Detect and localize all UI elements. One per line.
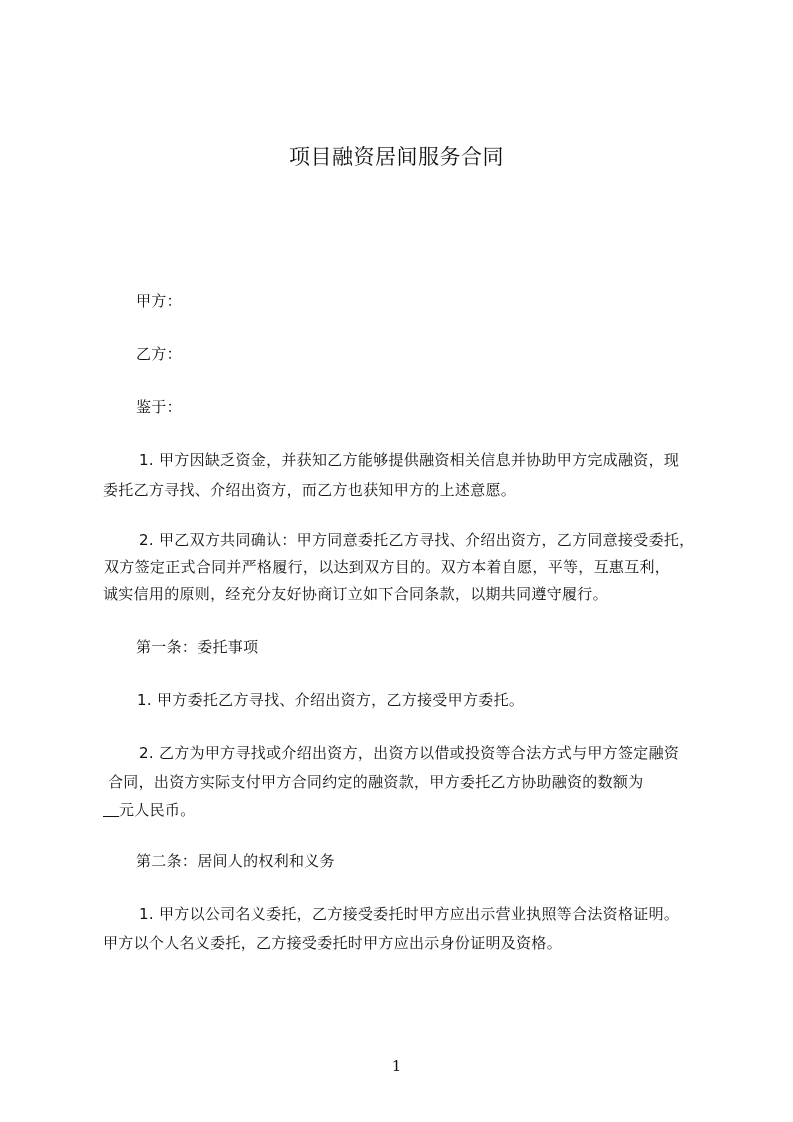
article-1-item-2-line-2: 合同，出资方实际支付甲方合同约定的融资款，甲方委托乙方协助融资的数额为 [108,773,644,791]
recital-1-line-1: 1. 甲方因缺乏资金，并获知乙方能够提供融资相关信息并协助甲方完成融资，现 [139,451,680,469]
page-number: 1 [391,1057,402,1075]
party-b-label: 乙方： [136,345,182,363]
article-2-item-1-line-1: 1. 甲方以公司名义委托，乙方接受委托时甲方应出示营业执照等合法资格证明。 [139,905,680,923]
article-2-heading: 第二条：居间人的权利和义务 [136,852,335,870]
party-a-label: 甲方： [136,292,182,310]
amount-suffix: 元人民币。 [119,801,196,819]
whereas-label: 鉴于： [136,398,182,416]
recital-1-line-2: 委托乙方寻找、介绍出资方，而乙方也获知甲方的上述意愿。 [103,481,517,499]
recital-2-line-2: 双方签定正式合同并严格履行，以达到双方目的。双方本着自愿，平等，互惠互利， [104,558,671,576]
article-2-item-1-line-2: 甲方以个人名义委托，乙方接受委托时甲方应出示身份证明及资格。 [103,934,563,952]
article-1-item-1: 1. 甲方委托乙方寻找、介绍出资方，乙方接受甲方委托。 [137,691,525,709]
article-1-item-2-line-1: 2. 乙方为甲方寻找或介绍出资方，出资方以借或投资等合法方式与甲方签定融资 [139,744,680,762]
article-1-heading: 第一条：委托事项 [136,638,259,656]
document-title: 项目融资居间服务合同 [289,145,504,169]
recital-2-line-3: 诚实信用的原则，经充分友好协商订立如下合同条款，以期共同遵守履行。 [103,585,608,603]
recital-2-line-1: 2. 甲乙双方共同确认：甲方同意委托乙方寻找、介绍出资方，乙方同意接受委托， [139,531,695,549]
amount-blank [103,802,119,817]
article-1-item-2-line-3 [103,800,703,820]
